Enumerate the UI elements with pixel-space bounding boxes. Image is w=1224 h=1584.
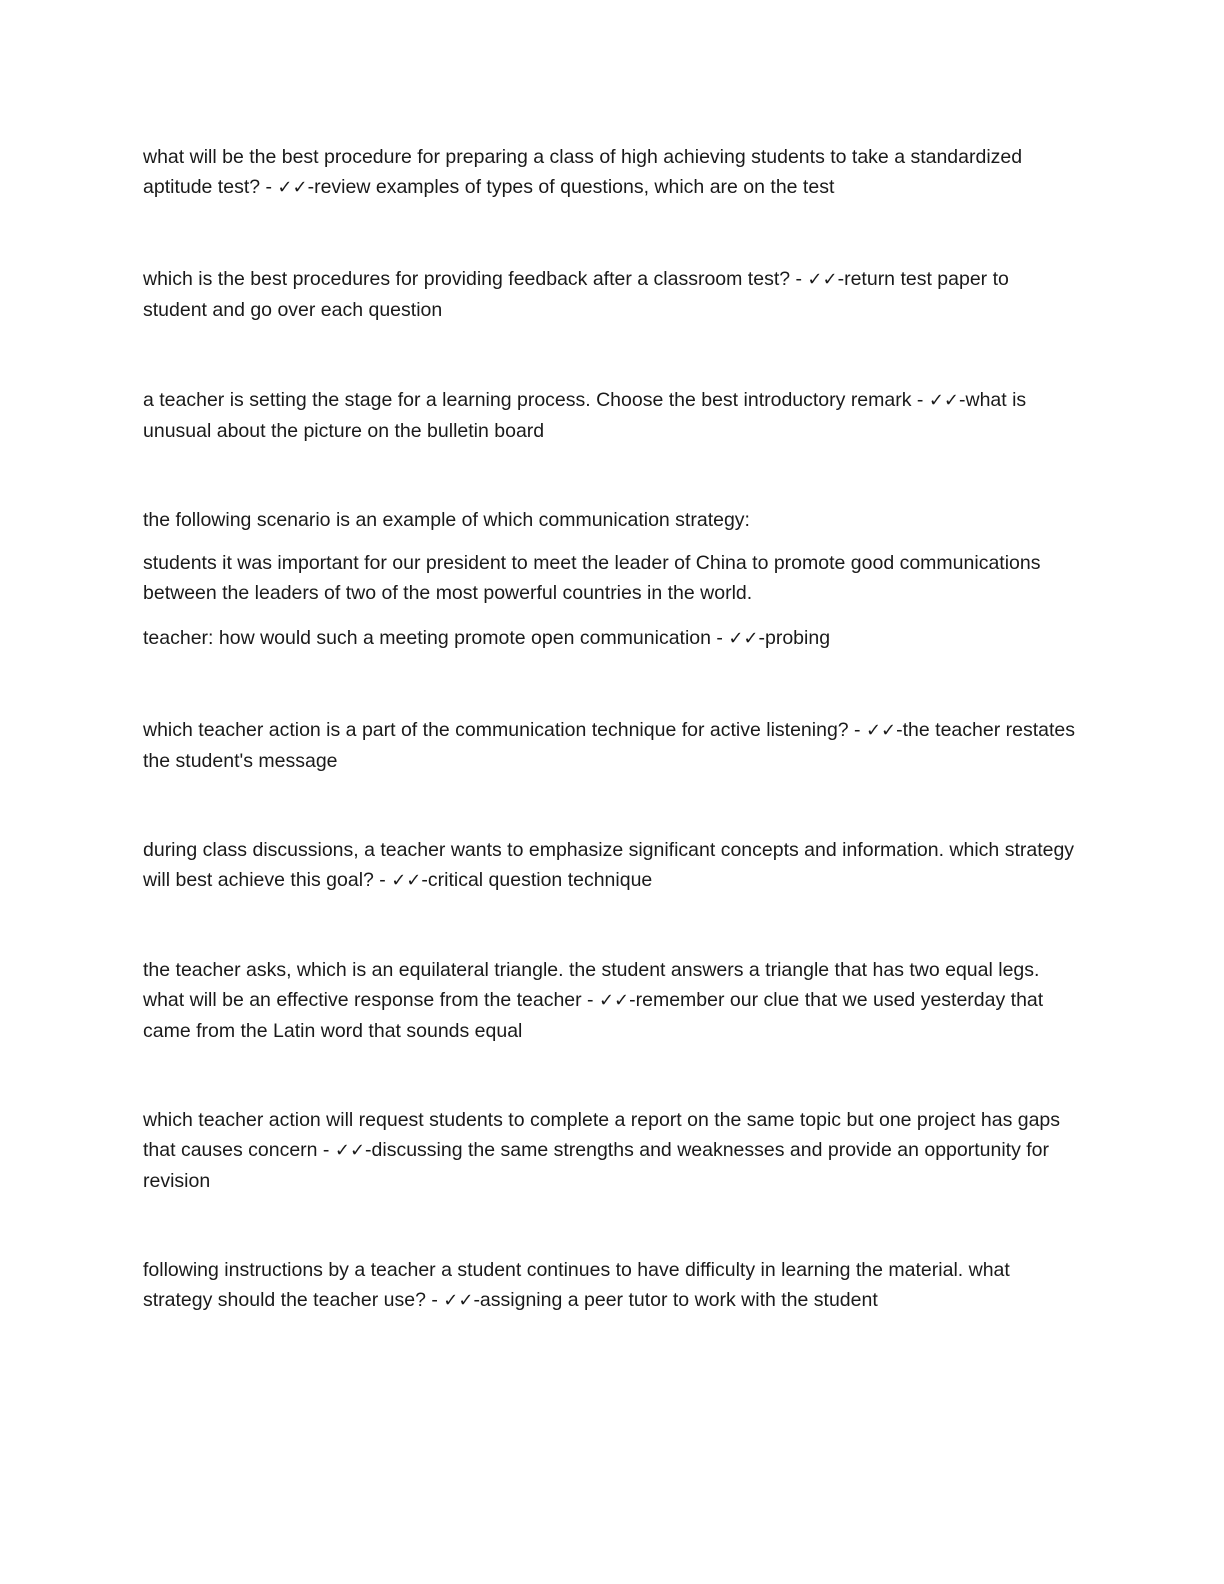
question-text: the teacher asks, which is an equilateral triangle. the student answers a triangle that has two equal legs. what will be an effective response from the teacher - [143,959,1040,1011]
double-check-icon: ✓✓ [391,870,422,891]
scenario-intro: the following scenario is an example of which communication strategy: [143,509,750,531]
double-check-icon: ✓✓ [334,1140,366,1161]
answer-text: -critical question technique [421,869,653,891]
question-text: what will be the best procedure for preparing a class of high achieving students to take a standardized aptitude test? - [143,146,1023,198]
scenario-text: students it was important for our president to meet the leader of China to promote good communications between the leaders of two of the most powerful countries in the world. [143,552,1041,604]
question-text: during class discussions, a teacher wants to emphasize significant concepts and information. which strategy will best achieve this goal? - [143,839,1075,891]
question-text: which is the best procedures for providing feedback after a classroom test? - [143,268,808,290]
qa-item-4 [143,623,1078,654]
qa-item-5 [143,715,1078,776]
qa-item-8 [143,1105,1078,1196]
question-text: which teacher action will request students to complete a report on the same topic but one project has gaps that causes concern - [143,1109,1061,1161]
question-text: following instructions by a teacher a student continues to have difficulty in learning the material. what strategy should the teacher use? - [143,1259,1010,1311]
qa-item-7 [143,955,1078,1046]
answer-text: -what is unusual about the picture on the bulletin board [143,389,1027,442]
qa-item-9 [143,1255,1078,1316]
double-check-icon: ✓✓ [865,720,897,741]
answer-text: -return test paper to student and go over each question [143,268,1009,321]
double-check-icon: ✓✓ [598,990,630,1011]
answer-text: -probing [758,627,831,649]
answer-text: -review examples of types of questions, which are on the test [307,176,835,198]
answer-text: -the teacher restates the student's message [143,719,1075,772]
question-text: teacher: how would such a meeting promote open communication - [143,627,729,649]
qa-item-6 [143,835,1078,896]
double-check-icon: ✓✓ [443,1290,474,1311]
double-check-icon: ✓✓ [807,269,838,290]
answer-text: -remember our clue that we used yesterday that came from the Latin word that sounds equal [143,989,1044,1042]
question-text: which teacher action is a part of the communication technique for active listening? - [143,719,866,741]
answer-text: -discussing the same strengths and weaknesses and provide an opportunity for revision [143,1139,1050,1192]
qa-item-2 [143,264,1078,325]
qa-item-1 [143,142,1078,203]
double-check-icon: ✓✓ [928,390,959,411]
double-check-icon: ✓✓ [277,177,308,198]
double-check-icon: ✓✓ [728,628,759,649]
qa-item-3 [143,385,1078,446]
answer-text: -assigning a peer tutor to work with the student [473,1289,878,1311]
question-text: a teacher is setting the stage for a learning process. Choose the best introductory remark - [143,389,929,411]
